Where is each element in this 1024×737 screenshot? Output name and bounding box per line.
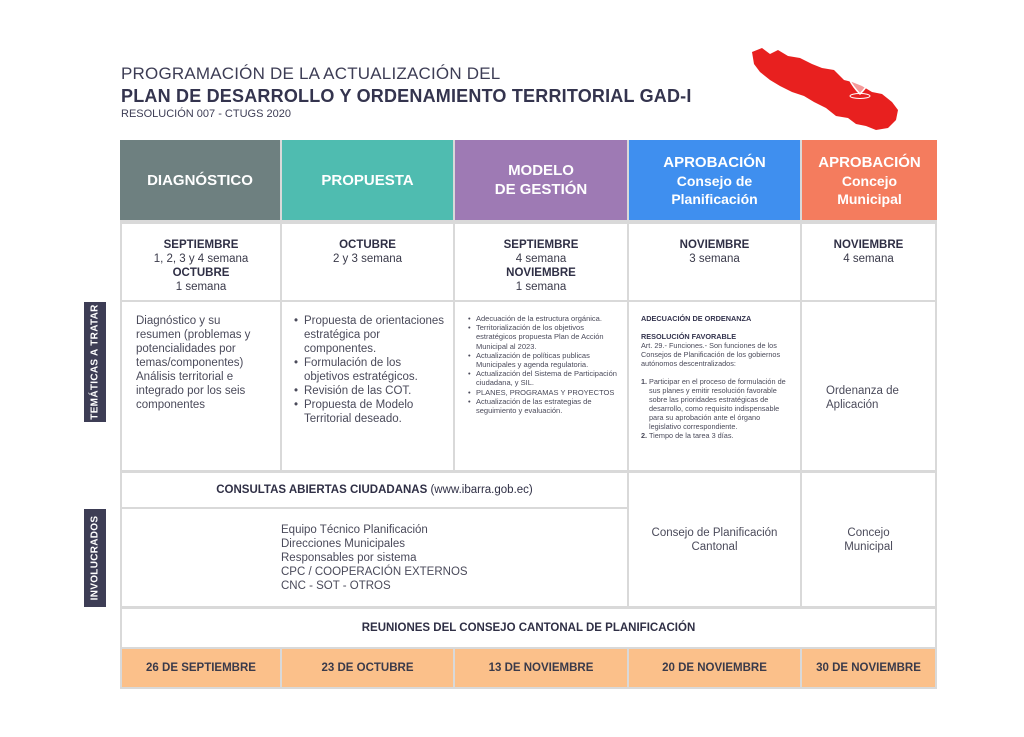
- side-tab-involucrados: INVOLUCRADOS: [84, 509, 106, 607]
- meeting-date-2: 23 DE OCTUBRE: [282, 649, 453, 687]
- concejo-municipal-cell: Concejo Municipal: [802, 473, 935, 606]
- involucrados-list: Equipo Técnico Planificación Direcciones Municipales Responsables por sistema CPC / COOPERACIÓN EXTERNOS CNC - SOT - OTROS: [122, 509, 627, 606]
- schedule-table: [120, 140, 937, 689]
- phase-header-diagnostico: DIAGNÓSTICO: [120, 140, 280, 220]
- list-item: • Actualización del Sistema de Participación ciudadana, y SIL.: [467, 369, 617, 387]
- phase-header-modelo: MODELO DE GESTIÓN: [455, 140, 627, 220]
- schedule-propuesta: OCTUBRE 2 y 3 semana: [282, 224, 453, 300]
- list-item: • Adecuación de la estructura orgánica.: [467, 314, 617, 323]
- schedule-diagnostico: SEPTIEMBRE 1, 2, 3 y 4 semana OCTUBRE 1 semana: [122, 224, 280, 300]
- consultas-band: CONSULTAS ABIERTAS CIUDADANAS (www.ibarra.gob.ec): [122, 473, 627, 507]
- list-item: 2. Tiempo de la tarea 3 días.: [641, 431, 734, 440]
- meeting-date-5: 30 DE NOVIEMBRE: [802, 649, 935, 687]
- list-item: • Revisión de las COT.: [294, 384, 445, 398]
- phase-header-propuesta: PROPUESTA: [282, 140, 453, 220]
- schedule-aprobacion-municipal: NOVIEMBRE 4 semana: [802, 224, 935, 300]
- list-item: • Formulación de los objetivos estratégicos.: [294, 356, 445, 384]
- page-title: PLAN DE DESARROLLO Y ORDENAMIENTO TERRITORIAL GAD-I: [121, 86, 692, 106]
- meeting-date-4: 20 DE NOVIEMBRE: [629, 649, 800, 687]
- page-title-line1: PROGRAMACIÓN DE LA ACTUALIZACIÓN DEL: [121, 64, 501, 83]
- article-intro: Art. 29.- Funciones.- Son funciones de los Consejos de Planificación de los gobiernos autónomos descentralizados:: [641, 341, 781, 368]
- list-item: 1. Participar en el proceso de formulación de sus planes y emitir resolución favorable sobre las prioridades estratégicas de desarrollo, como requisito indispensable para su aprobación ante el órgano legislativo correspondiente.: [641, 377, 786, 431]
- consejo-planificacion-cell: Consejo de Planificación Cantonal: [629, 473, 800, 606]
- side-tab-tematicas: TEMÁTICAS A TRATAR: [84, 302, 106, 422]
- heading-adecuacion: ADECUACIÓN DE ORDENANZA: [641, 314, 752, 323]
- topic-diagnostico: Diagnóstico y su resumen (problemas y potencialidades por temas/componentes) Análisis territorial e integrado por los seis componentes: [122, 302, 280, 470]
- phase-header-aprobacion-municipal: APROBACIÓN Concejo Municipal: [802, 140, 937, 220]
- list-item: • Propuesta de Modelo Territorial deseado.: [294, 398, 445, 426]
- map-logo-icon: [748, 44, 904, 136]
- schedule-aprobacion-planificacion: NOVIEMBRE 3 semana: [629, 224, 800, 300]
- heading-resolucion: RESOLUCIÓN FAVORABLE: [641, 332, 737, 341]
- topic-municipal: Ordenanza de Aplicación: [802, 302, 935, 470]
- topic-propuesta: [282, 302, 453, 470]
- list-item: • Territorialización de los objetivos estratégicos propuesta Plan de Acción Municipal al 2023.: [467, 323, 617, 351]
- title-block: [121, 64, 692, 120]
- list-item: • Actualización de las estrategias de seguimiento y evaluación.: [467, 397, 617, 415]
- list-item: • Actualización de políticas publicas Municipales y agenda regulatoria.: [467, 351, 617, 369]
- schedule-modelo: SEPTIEMBRE 4 semana NOVIEMBRE 1 semana: [455, 224, 627, 300]
- phase-header-aprobacion-planificacion: APROBACIÓN Consejo de Planificación: [629, 140, 800, 220]
- map-shape: [752, 48, 898, 130]
- topic-aprobacion-planificacion: [629, 302, 800, 470]
- list-item: • Propuesta de orientaciones estratégica por componentes.: [294, 314, 445, 356]
- meeting-date-1: 26 DE SEPTIEMBRE: [122, 649, 280, 687]
- topic-modelo: [455, 302, 627, 470]
- list-item: • PLANES, PROGRAMAS Y PROYECTOS: [467, 388, 617, 397]
- resolution-subtitle: RESOLUCIÓN 007 - CTUGS 2020: [121, 108, 291, 120]
- meeting-date-3: 13 DE NOVIEMBRE: [455, 649, 627, 687]
- reuniones-band: REUNIONES DEL CONSEJO CANTONAL DE PLANIFICACIÓN: [122, 609, 935, 647]
